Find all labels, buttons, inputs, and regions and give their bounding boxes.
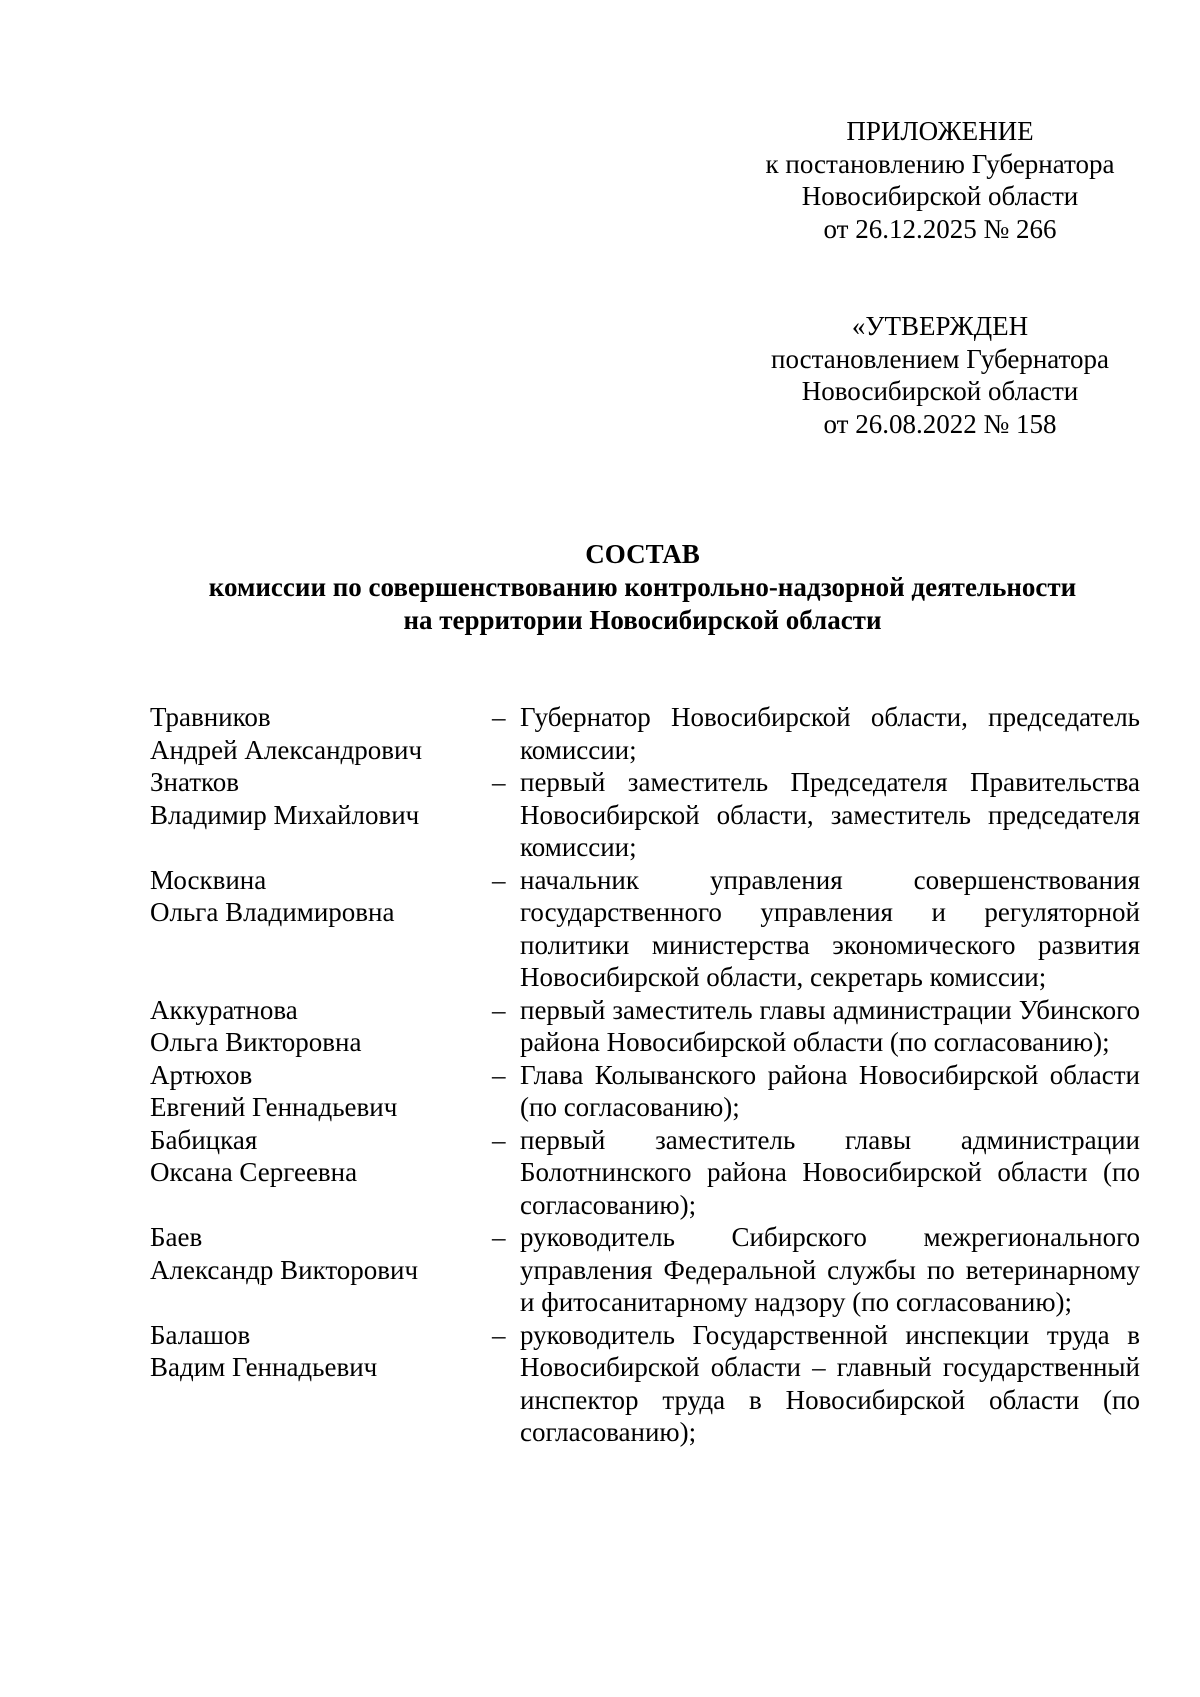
appendix-line-2: к постановлению Губернатора <box>765 148 1115 179</box>
member-position: руководитель Государственной инспекции труда в Новосибирской области – главный государственный инспектор труда в Новосибирской области (по согласованию); <box>520 1319 1140 1447</box>
member-surname: Бабицкая <box>150 1124 258 1155</box>
member-position: начальник управления совершенствования государственного управления и регуляторной политики министерства экономического развития Новосибирской области, секретарь комиссии; <box>520 864 1140 992</box>
member-entry <box>150 1221 1140 1319</box>
approved-date-number: от 26.08.2022 № 158 <box>823 408 1057 439</box>
appendix-stamp <box>760 115 1120 245</box>
member-dash: – <box>492 1124 506 1155</box>
heading-line-2: комиссии по совершенствованию контрольно-надзорной деятельности <box>208 572 1077 602</box>
member-surname: Аккуратнова <box>150 994 298 1025</box>
member-surname: Балашов <box>150 1319 251 1350</box>
members-list <box>150 701 1140 1449</box>
appendix-title: ПРИЛОЖЕНИЕ <box>846 116 1034 146</box>
member-name <box>150 864 480 929</box>
member-position: первый заместитель главы администрации Убинского района Новосибирской области (по согласованию); <box>520 994 1140 1057</box>
member-dash: – <box>492 767 506 797</box>
member-given-names: Андрей Александрович <box>150 734 423 765</box>
member-surname: Баев <box>150 1222 203 1252</box>
member-surname: Москвина <box>150 864 267 895</box>
member-given-names: Евгений Геннадьевич <box>150 1092 398 1122</box>
member-position: первый заместитель Председателя Правительства Новосибирской области, заместитель председателя комиссии; <box>520 767 1140 862</box>
member-name <box>150 1124 480 1189</box>
approved-title: «УТВЕРЖДЕН <box>851 311 1029 341</box>
approved-line-3: Новосибирской области <box>801 376 1079 406</box>
member-surname: Знатков <box>150 767 240 797</box>
member-dash: – <box>492 864 506 895</box>
member-given-names: Александр Викторович <box>150 1254 419 1285</box>
member-surname: Артюхов <box>150 1059 253 1090</box>
member-given-names: Ольга Владимировна <box>150 897 395 927</box>
member-given-names: Вадим Геннадьевич <box>150 1352 378 1382</box>
member-surname: Травников <box>150 702 271 732</box>
member-entry <box>150 1124 1140 1222</box>
member-given-names: Ольга Викторовна <box>150 1027 362 1057</box>
member-dash: – <box>492 994 506 1025</box>
member-position: руководитель Сибирского межрегионального управления Федеральной службы по ветеринарному и фитосанитарному надзору (по согласованию); <box>520 1222 1140 1317</box>
member-dash: – <box>492 1222 506 1252</box>
member-entry <box>150 864 1140 994</box>
appendix-line-3: Новосибирской области <box>801 181 1079 211</box>
member-name <box>150 1059 480 1124</box>
member-name <box>150 994 480 1059</box>
appendix-date-number: от 26.12.2025 № 266 <box>823 213 1057 244</box>
member-entry <box>150 701 1140 766</box>
approved-line-2: постановлением Губернатора <box>771 343 1109 374</box>
heading-title: СОСТАВ <box>585 539 700 569</box>
member-dash: – <box>492 702 506 732</box>
member-name <box>150 701 480 766</box>
member-entry <box>150 994 1140 1059</box>
member-dash: – <box>492 1059 506 1090</box>
member-name <box>150 1319 480 1384</box>
member-given-names: Оксана Сергеевна <box>150 1157 358 1187</box>
member-entry <box>150 1319 1140 1449</box>
member-position: первый заместитель главы администрации Болотнинского района Новосибирской области (по согласованию); <box>520 1124 1140 1220</box>
member-given-names: Владимир Михайлович <box>150 799 420 830</box>
member-position: Губернатор Новосибирской области, председатель комиссии; <box>520 702 1140 765</box>
approved-stamp <box>760 310 1120 440</box>
member-entry <box>150 766 1140 864</box>
member-entry <box>150 1059 1140 1124</box>
heading-line-3: на территории Новосибирской области <box>403 605 882 635</box>
member-name <box>150 766 480 831</box>
document-heading <box>100 538 1185 637</box>
member-name <box>150 1221 480 1286</box>
member-dash: – <box>492 1319 506 1350</box>
member-position: Глава Колыванского района Новосибирской области (по согласованию); <box>520 1059 1140 1122</box>
